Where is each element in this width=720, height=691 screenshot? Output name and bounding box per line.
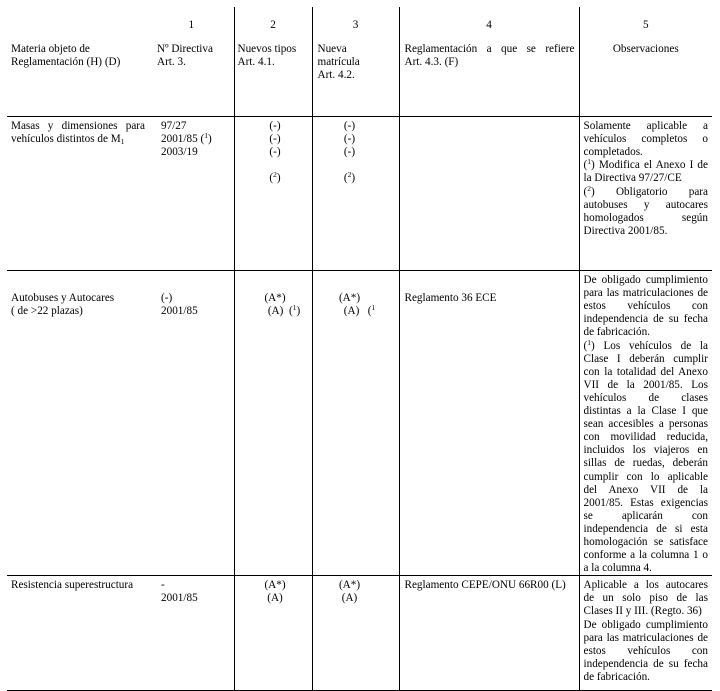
header-nueva-line1: Nueva [317,43,347,56]
header-materia-line2: Reglamentación (H) (D) [11,56,121,69]
row3-reglamentacion: Reglamento CEPE/ONU 66R00 (L) [399,576,579,691]
row2-obs-note1: ($^1$) Los vehículos de la Clase I deberán cumplir con la totalidad del Anexo VII de la 2001/85. Los vehículos de clases distintas a la Clase I que sean accesibles a personas con movilidad reducida, incluidos los viajeros en sillas de ruedas, deberán cumplir con lo aplicable del Anexo VII de la 2001/85. Estas exigencias se aplicarán con independencia de si esta homologación se satisface conforme a la columna 1 o a la columna 4. [583,337,708,575]
header-nuevos-line2: Art. 4.1. [237,56,275,69]
row1-nuevos-item: (-) [269,146,281,159]
row2-nuevos [234,271,312,576]
row3-nueva-item: (A) [341,592,358,605]
row3-nueva-item: (A*) [338,579,361,592]
row2-obs-text1: De obligado cumplimiento para las matriculaciones de estos vehículos con independencia de su fecha de fabricación. [583,274,708,339]
row1-directiva-item: 97/27 [161,120,187,133]
column-number-3: 3 [312,7,399,32]
header-nuevos-line1: Nuevos tipos [237,43,297,56]
column-number-row [7,7,712,32]
row2-materia-line1: Autobuses y Autocares [11,292,115,305]
row2-materia [7,271,149,576]
row3-observaciones [579,576,712,691]
row2-materia-line2: ( de >22 plazas) [11,305,83,318]
header-row [7,32,712,117]
header-nueva-line3: Art. 4.2. [317,69,355,82]
row2-nueva [312,271,399,576]
row1-nueva-item: (-) [343,146,356,159]
row3-directiva-item: 2001/85 [161,592,198,605]
row1-nueva-item: (-) [343,133,356,146]
row1-nueva-item: (-) [343,120,356,133]
row2-nueva-item: (A*) [338,292,361,305]
column-number-2: 2 [234,7,312,32]
row1-directiva-item: 2003/19 [161,146,198,159]
header-directiva-line2: Art. 3. [157,56,186,69]
row3-nueva [312,576,399,691]
header-nueva-matricula [312,32,399,117]
row1-obs-note2: ($^2$) Obligatorio para autobuses y autocares homologados según Directiva 2001/85. [583,183,708,237]
row1-directiva-item: 2001/85 ($^1$) [161,131,212,146]
row1-directiva [149,117,234,271]
row1-nuevos-item: (-) [269,133,281,146]
row2-nueva-item: (A) ($^1$ [343,303,376,318]
header-observaciones: Observaciones [579,32,712,117]
row2-directiva-item: 2001/85 [161,305,198,318]
column-number-0 [7,7,149,32]
row1-nueva [312,117,399,271]
row3-nuevos-item: (A*) [264,579,286,592]
row3-obs-text1: Aplicable a los autocares de un solo piso de las Clases II y III. (Regto. 36) [583,579,708,618]
header-materia [7,32,149,117]
header-nuevos-tipos [234,32,312,117]
row1-materia-line1: Masas y dimensiones para [11,120,145,133]
column-number-5: 5 [579,7,712,32]
row2-directiva-item: (-) [161,292,173,305]
row1-nuevos-item: (-) [269,120,281,133]
row3-obs-text2: De obligado cumplimiento para las matriculaciones de estos vehículos con independencia de su fecha de fabricación. [583,618,708,683]
header-directiva [149,32,234,117]
row2-nuevos-item: (A*) [264,292,286,305]
row1-obs-note1: ($^1$) Modifica el Anexo I de la Directiva 97/27/CE [583,157,708,185]
row3-materia: Resistencia superestructura [7,576,149,691]
column-number-4: 4 [399,7,579,32]
row1-reglamentacion [399,117,579,271]
row2-observaciones [579,271,712,576]
row3-nuevos-item: (A) [267,592,283,605]
row2-directiva [149,271,234,576]
row1-materia-line2: vehículos distintos de M [11,133,121,146]
row2-reglamentacion: Reglamento 36 ECE [399,271,579,576]
row1-observaciones [579,117,712,271]
header-reglamentacion-line1: Reglamentación a que se refiere [404,43,575,56]
row1-materia-sub: 1 [120,137,125,147]
header-materia-line1: Materia objeto de [11,43,90,56]
header-reglamentacion-line2: Art. 4.3. (F) [404,56,459,69]
table-row [7,117,712,271]
table-row [7,271,712,576]
row3-nuevos [234,576,312,691]
row1-nuevos-note: ($^2$) [269,170,281,185]
header-reglamentacion [399,32,579,117]
row3-directiva-item: - [161,579,165,592]
row1-obs-text1: Solamente aplicable a vehículos completos o completados. [583,120,708,159]
row1-materia [7,117,149,271]
row2-nuevos-item: (A) ($^1$) [267,303,301,318]
row1-nueva-note: ($^2$) [343,170,356,185]
row1-nuevos [234,117,312,271]
header-directiva-line1: Nº Directiva [157,43,213,56]
header-nueva-line2: matrícula [317,56,360,69]
column-number-1: 1 [188,19,195,31]
table-row [7,576,712,691]
regulation-table [7,7,712,691]
row3-directiva [149,576,234,691]
